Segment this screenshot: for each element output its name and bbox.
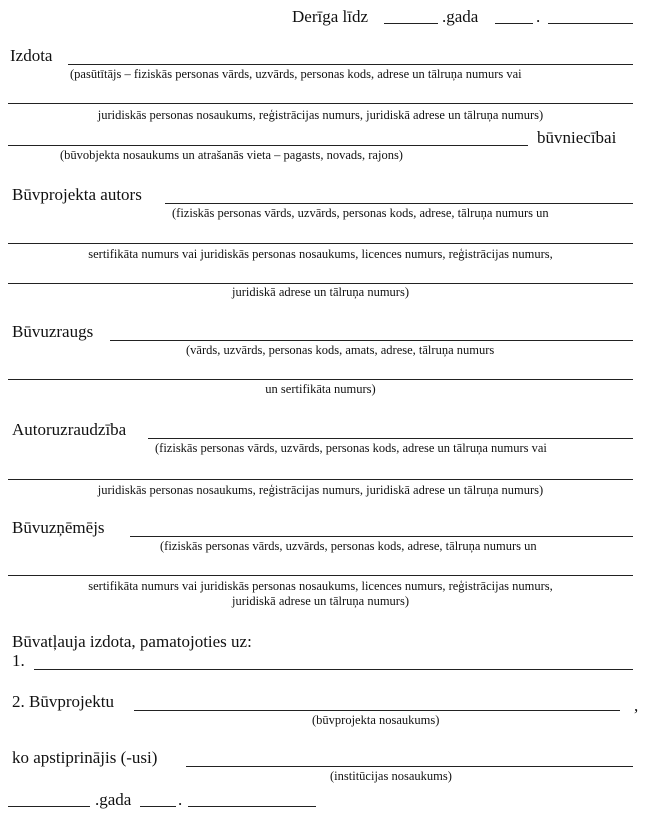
valid-until-year-field[interactable] xyxy=(384,23,438,24)
valid-until-gada-label: .gada xyxy=(442,7,479,26)
approval-gada-label: .gada xyxy=(95,790,132,809)
approval-day-field[interactable] xyxy=(188,806,316,807)
author-supervision-label: Autoruzraudzība xyxy=(12,420,127,439)
valid-until-day-field[interactable] xyxy=(548,23,633,24)
approval-dot: . xyxy=(178,790,183,809)
construction-supervisor-caption-1: (vārds, uzvārds, personas kods, amats, adrese, tālruņa numurs xyxy=(186,343,495,357)
issued-to-label: Izdota xyxy=(10,46,53,65)
project-name-field[interactable] xyxy=(134,710,620,711)
construction-object-caption: (būvobjekta nosaukums un atrašanās vieta – pagasts, novads, rajons) xyxy=(60,148,403,162)
project-author-field-3[interactable] xyxy=(8,283,633,284)
author-supervision-field-2[interactable] xyxy=(8,479,633,480)
construction-supervisor-field[interactable] xyxy=(110,340,633,341)
issued-to-caption-1: (pasūtītājs – fiziskās personas vārds, uzvārds, personas kods, adrese un tālruņa numurs vai xyxy=(70,67,522,81)
construction-object-field[interactable] xyxy=(8,145,528,146)
approval-year-field[interactable] xyxy=(8,806,90,807)
basis-item-1-field[interactable] xyxy=(34,669,633,670)
valid-until-label: Derīga līdz xyxy=(292,7,368,26)
approving-institution-field[interactable] xyxy=(186,766,633,767)
construction-supervisor-caption-2: un sertifikāta numurs) xyxy=(265,382,376,396)
approving-institution-caption: (institūcijas nosaukums) xyxy=(330,769,452,783)
basis-item-1-number: 1. xyxy=(12,651,25,670)
project-author-label: Būvprojekta autors xyxy=(12,185,142,204)
author-supervision-caption-1: (fiziskās personas vārds, uzvārds, personas kods, adrese un tālruņa numurs vai xyxy=(155,441,547,455)
issued-to-field-2[interactable] xyxy=(8,103,633,104)
contractor-caption-3: juridiskā adrese un tālruņa numurs) xyxy=(231,594,410,608)
project-author-field-2[interactable] xyxy=(8,243,633,244)
author-supervision-field[interactable] xyxy=(148,438,633,439)
construction-suffix-label: būvniecībai xyxy=(537,128,617,147)
valid-until-dot: . xyxy=(536,7,541,26)
valid-until-month-field[interactable] xyxy=(495,23,533,24)
contractor-field[interactable] xyxy=(130,536,633,537)
basis-item-2-label: 2. Būvprojektu xyxy=(12,692,114,711)
construction-supervisor-label: Būvuzraugs xyxy=(12,322,94,341)
project-name-caption: (būvprojekta nosaukums) xyxy=(312,713,440,727)
contractor-field-2[interactable] xyxy=(8,575,633,576)
author-supervision-caption-2: juridiskās personas nosaukums, reģistrācijas numurs, juridiskā adrese un tālruņa numurs) xyxy=(97,483,544,497)
project-author-caption-1: (fiziskās personas vārds, uzvārds, personas kods, adrese, tālruņa numurs un xyxy=(172,206,549,220)
approved-by-label: ko apstiprinājis (-usi) xyxy=(12,748,158,767)
contractor-label: Būvuzņēmējs xyxy=(12,518,105,537)
issued-to-field[interactable] xyxy=(68,64,633,65)
project-author-field[interactable] xyxy=(165,203,633,204)
contractor-caption-1: (fiziskās personas vārds, uzvārds, personas kods, adrese, tālruņa numurs un xyxy=(160,539,537,553)
construction-supervisor-field-2[interactable] xyxy=(8,379,633,380)
project-author-caption-3: juridiskā adrese un tālruņa numurs) xyxy=(231,285,410,299)
issued-to-caption-2: juridiskās personas nosaukums, reģistrācijas numurs, juridiskā adrese un tālruņa numurs) xyxy=(97,108,544,122)
basis-item-2-comma: , xyxy=(634,696,639,715)
contractor-caption-2: sertifikāta numurs vai juridiskās personas nosaukums, licences numurs, reģistrācijas numurs, xyxy=(88,579,553,593)
permit-basis-intro: Būvatļauja izdota, pamatojoties uz: xyxy=(12,632,252,651)
project-author-caption-2: sertifikāta numurs vai juridiskās personas nosaukums, licences numurs, reģistrācijas numurs, xyxy=(88,247,553,261)
approval-month-field[interactable] xyxy=(140,806,176,807)
